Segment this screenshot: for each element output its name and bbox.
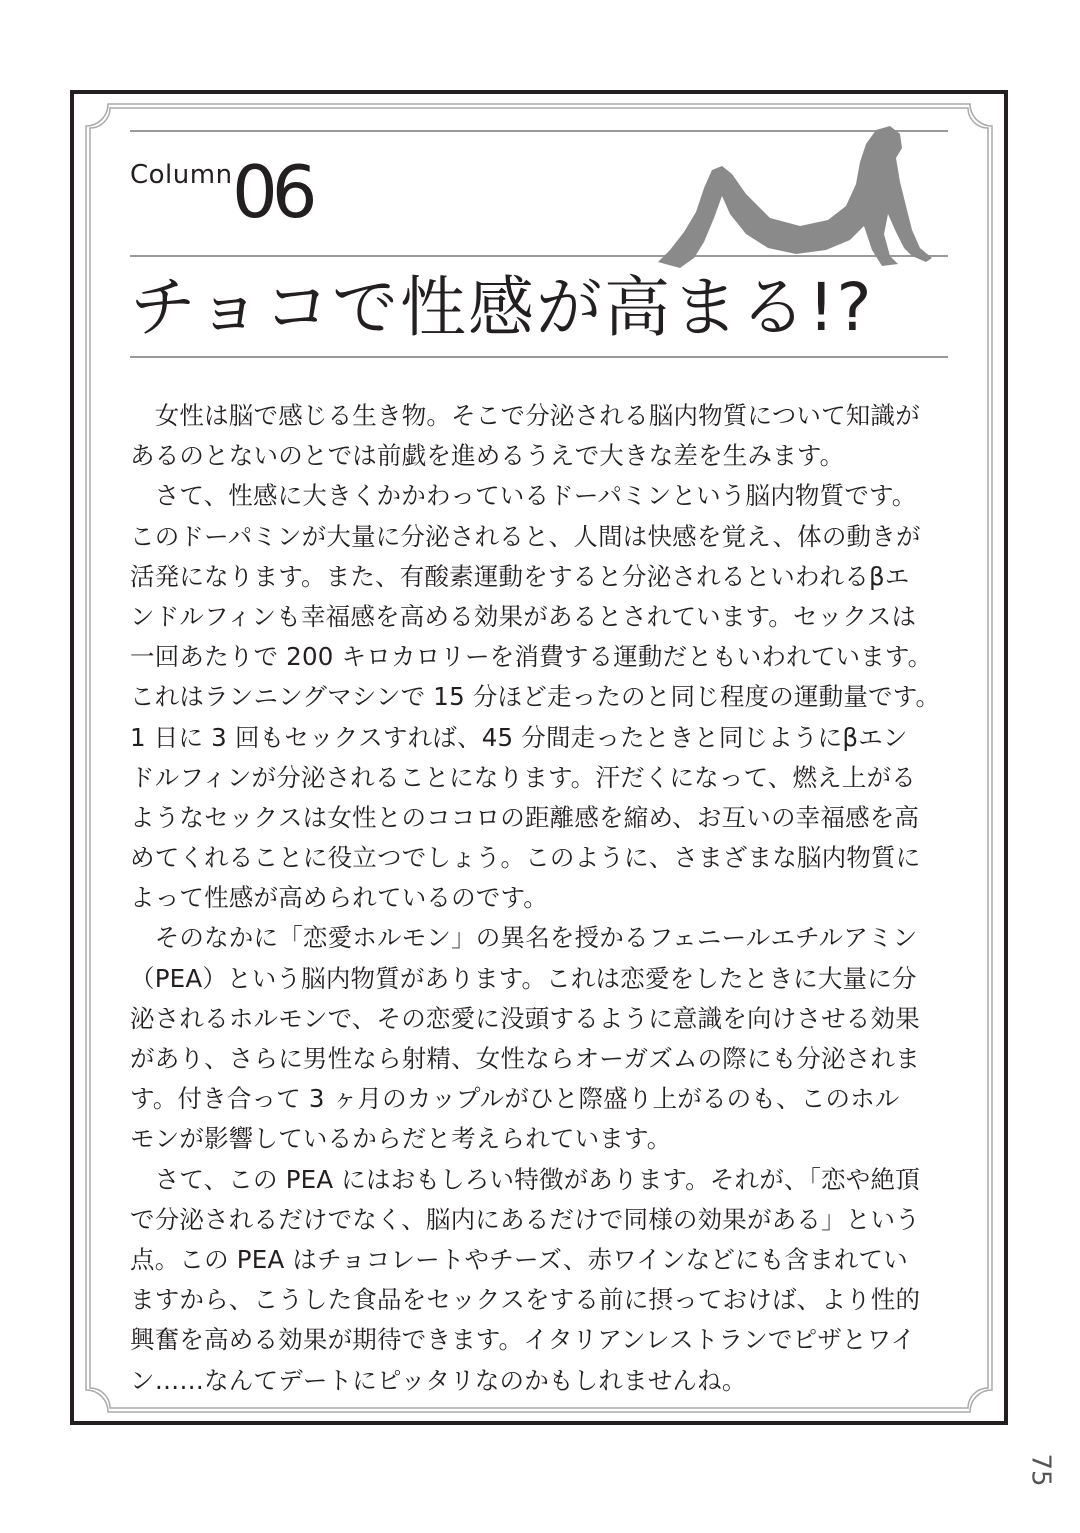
body-line: 女性は脳で感じる生き物。そこで分泌される脳内物質について知識が [130,401,920,430]
body-line: めてくれることに役立つでしょう。このように、さまざまな脳内物質に [130,843,921,873]
body-line: これはランニングマシンで 15 分ほど走ったのと同じ程度の運動量です。 [130,682,941,712]
body-line: 点。この PEA はチョコレートやチーズ、赤ワインなどにも含まれてい [130,1244,908,1274]
column-number: 06 [232,150,312,234]
body-line: モンが影響しているからだと考えられています。 [130,1124,672,1154]
body-line: ようなセックスは女性とのココロの距離感を縮め、お互いの幸福感を高 [130,802,920,832]
body-line: ンドルフィンも幸福感を高める効果があるとされています。セックスは [130,601,917,631]
body-line: よって性感が高められているのです。 [130,883,548,913]
body-line: 興奮を高める効果が期待できます。イタリアンレストランでピザとワイ [130,1325,916,1355]
page-number: 75 [1025,1453,1056,1487]
body-line: そのなかに「恋愛ホルモン」の異名を授かるフェニールエチルアミン [130,923,918,953]
body-line: さて、この PEA にはおもしろい特徴があります。それが、「恋や絶頂 [130,1164,920,1194]
body-line: ドルフィンが分泌されることになります。汗だくになって、燃え上がる [130,762,916,792]
body-line: す。付き合って 3 ヶ月のカップルがひと際盛り上がるのも、このホル [130,1084,900,1114]
body-line: ますから、こうした食品をセックスをする前に摂っておけば、より性的 [130,1285,921,1315]
body-line: 1 日に 3 回もセックスすれば、45 分間走ったときと同じようにβエン [130,722,908,752]
body-text [130,396,960,1401]
column-label: Column [130,160,233,190]
body-line: で分泌されるだけでなく、脳内にあるだけで同様の効果がある」という [130,1204,920,1234]
body-line: あるのとないのとでは前戯を進めるうえで大きな差を生みます。 [130,441,845,471]
page-title: チョコで性感が高まる!? [130,269,874,346]
header-rule-bottom [130,356,948,358]
body-line: があり、さらに男性なら射精、女性ならオーガズムの際にも分泌されま [130,1044,920,1073]
body-line: 活発になります。また、有酸素運動をすると分泌されるといわれるβエ [130,561,910,591]
body-line: 泌されるホルモンで、その恋愛に没頭するように意識を向けさせる効果 [130,1003,920,1033]
body-line: ン……なんてデートにピッタリなのかもしれませんね。 [130,1365,747,1395]
body-line: （PEA）という脳内物質があります。これは恋愛をしたときに大量に分 [130,963,917,993]
body-line: 一回あたりで 200 キロカロリーを消費する運動だともいわれています。 [130,642,933,672]
body-line: さて、性感に大きくかかわっているドーパミンという脳内物質です。 [130,481,917,511]
body-line: このドーパミンが大量に分泌されると、人間は快感を覚え、体の動きが [130,521,921,551]
woman-silhouette-icon [650,122,940,272]
